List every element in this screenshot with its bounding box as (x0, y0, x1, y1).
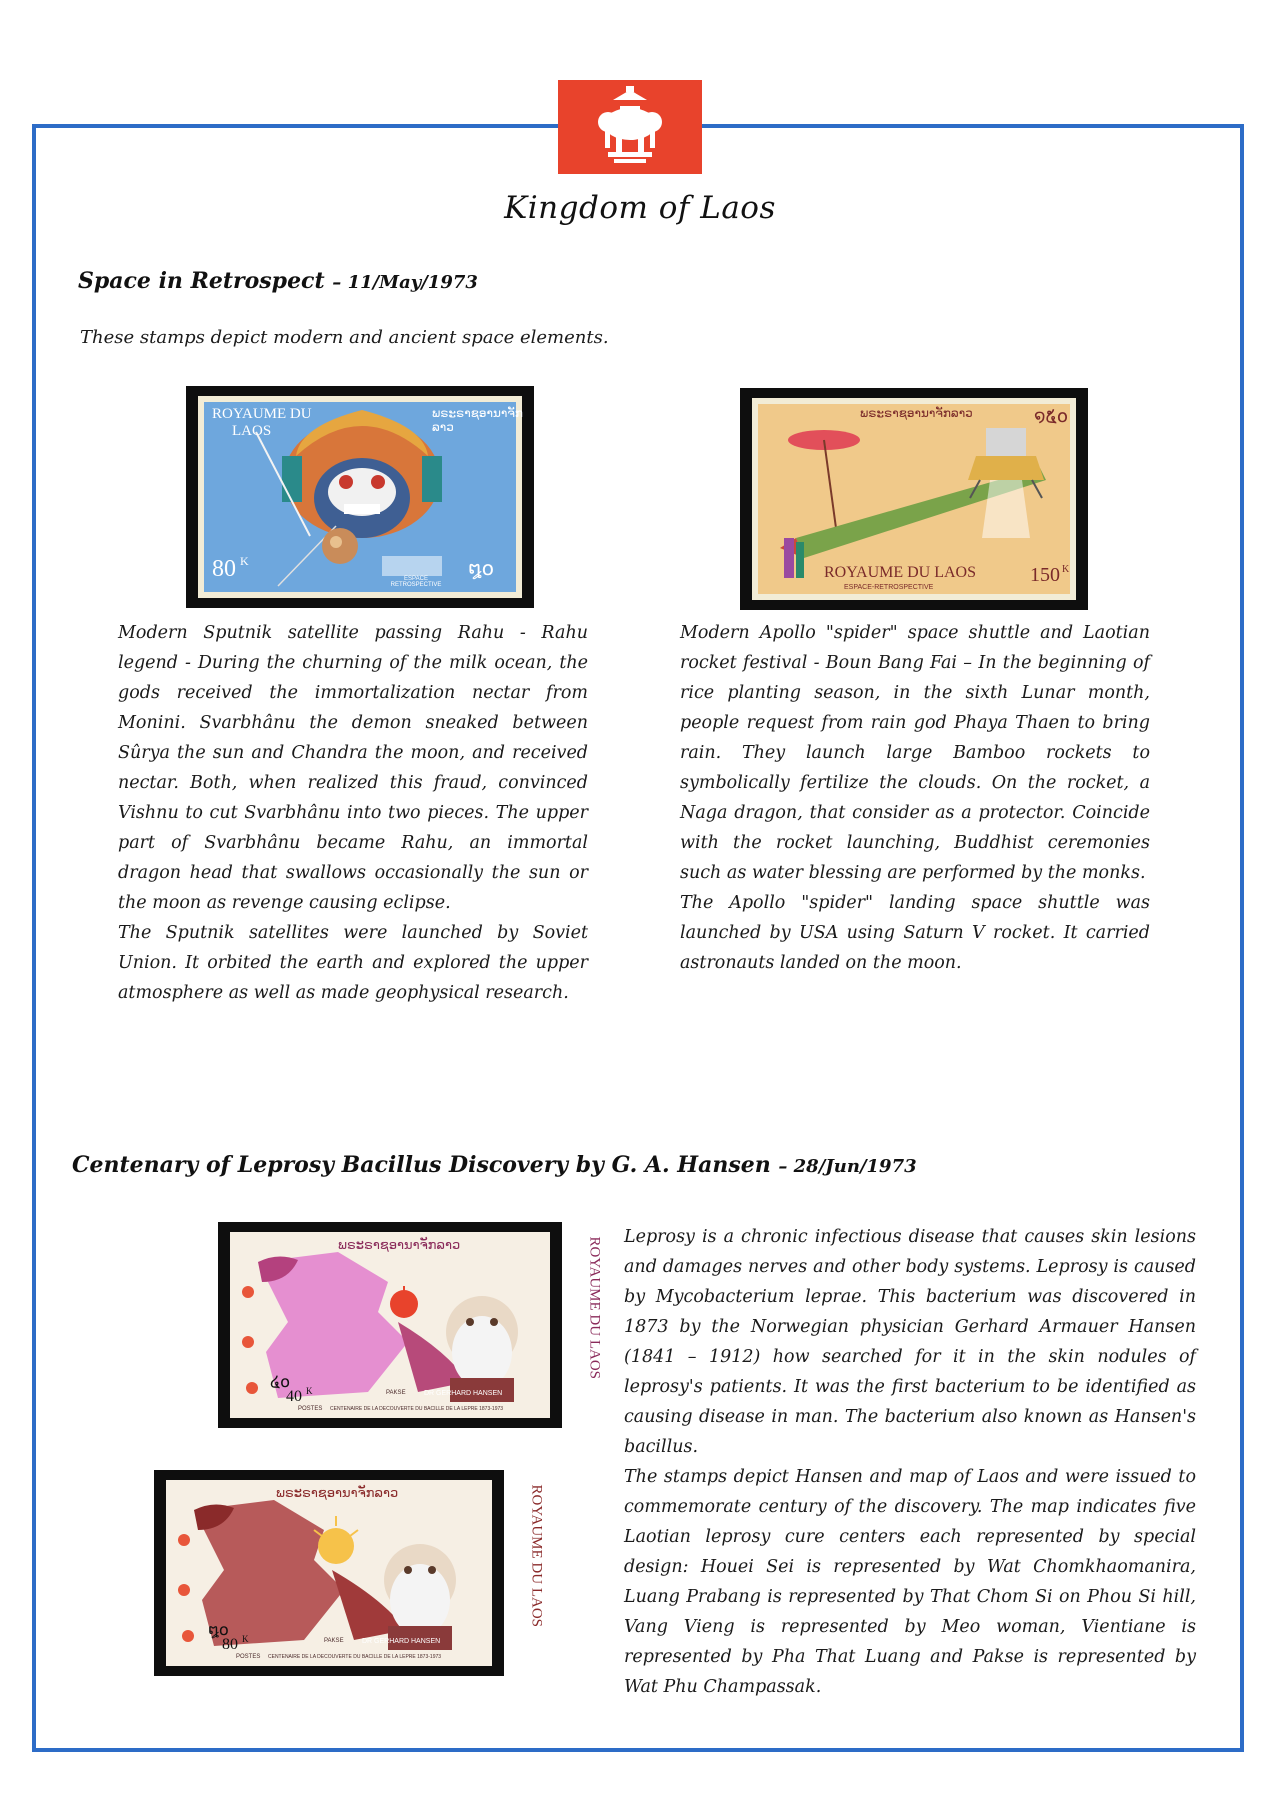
stamp-text-royaume: ROYAUME DU LAOS (528, 1484, 545, 1628)
stamp-place: PAKSE (386, 1390, 406, 1396)
text-block-apollo (680, 618, 1150, 978)
stamp-text-lao-script: ພຣະຣາຊອານາຈັກລາວ (432, 406, 523, 434)
stamp-value-suffix: K (306, 1386, 313, 1396)
stamp-text-lao-script: ພຣະຣາຊອານາຈັກລາວ (860, 406, 973, 420)
section-title-space (78, 268, 478, 294)
stamp-text-lao-script: ພຣະຣາຊອານາຈັກລາວ (276, 1486, 399, 1501)
paragraph: The Sputnik satellites were launched by Soviet Union. It orbited the earth and explored the upper atmosphere as well as made geophysical research. (118, 923, 588, 1003)
section-title-leprosy (72, 1152, 917, 1178)
section-title-text: Centenary of Leprosy Bacillus Discovery by G. A. Hansen (72, 1152, 771, 1178)
stamp-value-lao: ໔໐ (270, 1372, 291, 1391)
text-block-leprosy (624, 1222, 1196, 1702)
paragraph: The stamps depict Hansen and map of Laos and were issued to commemorate century of the discovery. The map indicates five Laotian leprosy cure centers each represented by special design: Houei Sei is represented by Wat Chomkhaomanira, Luang Prabang is represented by That Chom Si on Phou Si hill, Vang Vieng is represented by Meo woman, Vientiane is represented by Pha That Luang and Pakse is represented by Wat Phu Champassak. (624, 1467, 1196, 1697)
stamp-apollo-rocket (740, 388, 1088, 610)
stamp-text-laos: LAOS (232, 423, 272, 439)
section-date: – 11/May/1973 (332, 272, 478, 293)
stamp-hansen-40k (218, 1222, 603, 1428)
paragraph: Modern Apollo "spider" space shuttle and Laotian rocket festival - Boun Bang Fai – In the beginning of rice planting season, in the sixth Lunar month, people request from rain god Phaya Thaen to bring rain. They launch large Bamboo rockets to symbolically fertilize the clouds. On the rocket, a Naga dragon, that consider as a protector. Coincide with the rocket launching, Buddhist ceremonies such as water blessing are performed by the monks. (680, 623, 1150, 883)
stamp-postes: POSTES (298, 1406, 323, 1412)
stamp-place: PAKSE (324, 1638, 344, 1644)
stamp-name: DR GERHARD HANSEN (424, 1390, 503, 1397)
stamp-value: 80 (212, 556, 236, 582)
stamp-hansen-80k (154, 1470, 545, 1676)
stamp-value: 150 (1030, 564, 1060, 586)
paragraph: Leprosy is a chronic infectious disease that causes skin lesions and damages nerves and other body systems. Leprosy is caused by Mycobacterium leprae. This bacterium was discovered in 1873 by the Norwegian physician Gerhard Armauer Hansen (1841 – 1912) how searched for it in the skin nodules of leprosy's patients. It was the first bacterium to be identified as causing disease in man. The bacterium also known as Hansen's bacillus. (624, 1227, 1196, 1457)
page-title: Kingdom of Laos (504, 190, 776, 226)
section-title-text: Space in Retrospect (78, 268, 325, 294)
stamp-text-lao-script: ພຣະຣາຊອານາຈັກລາວ (338, 1238, 461, 1253)
stamp-rahu-sputnik (186, 386, 534, 608)
paragraph: Modern Sputnik satellite passing Rahu - Rahu legend - During the churning of the milk ocean, the gods received the immortalization nectar from Monini. Svarbhânu the demon sneaked between Sûrya the sun and Chandra the moon, and received nectar. Both, when realized this fraud, convinced Vishnu to cut Svarbhânu into two pieces. The upper part of Svarbhânu became Rahu, an immortal dragon head that swallows occasionally the sun or the moon as revenge causing eclipse. (118, 623, 588, 913)
stamp-value-lao: ໘໐ (208, 1620, 229, 1639)
stamp-caption: CENTENAIRE DE LA DECOUVERTE DU BACILLE DE LA LEPRE 1873-1973 (268, 1654, 442, 1660)
laos-royal-flag (558, 80, 702, 174)
stamp-value: 80 (222, 1636, 238, 1653)
stamp-caption: CENTENAIRE DE LA DECOUVERTE DU BACILLE DE LA LEPRE 1873-1973 (330, 1406, 504, 1412)
paragraph: The Apollo "spider" landing space shuttle was launched by USA using Saturn V rocket. It carried astronauts landed on the moon. (680, 893, 1150, 973)
stamp-text-royaume: ROYAUME DU LAOS (824, 564, 977, 581)
stamp-value-suffix: K (240, 554, 249, 568)
section-intro: These stamps depict modern and ancient space elements. (80, 327, 609, 348)
stamp-text-royaume: ROYAUME DU LAOS (586, 1236, 603, 1380)
stamp-value: 40 (286, 1388, 302, 1405)
stamp-value-lao: ໑໕໐ (1034, 406, 1069, 427)
three-headed-elephant-emblem (558, 80, 702, 174)
stamp-caption: ESPACE RETROSPECTIVE (390, 576, 442, 588)
text-block-rahu (118, 618, 588, 1008)
stamp-caption: ESPACE-RETROSPECTIVE (844, 584, 934, 591)
stamp-value-lao: ໘໐ (468, 556, 495, 580)
stamp-postes: POSTES (236, 1654, 261, 1660)
stamp-name: DR GERHARD HANSEN (362, 1638, 441, 1645)
stamp-value-suffix: K (242, 1634, 249, 1644)
stamp-text-royaume: ROYAUME DU (212, 406, 312, 422)
section-date: – 28/Jun/1973 (778, 1156, 917, 1177)
stamp-value-suffix: K (1062, 564, 1070, 575)
